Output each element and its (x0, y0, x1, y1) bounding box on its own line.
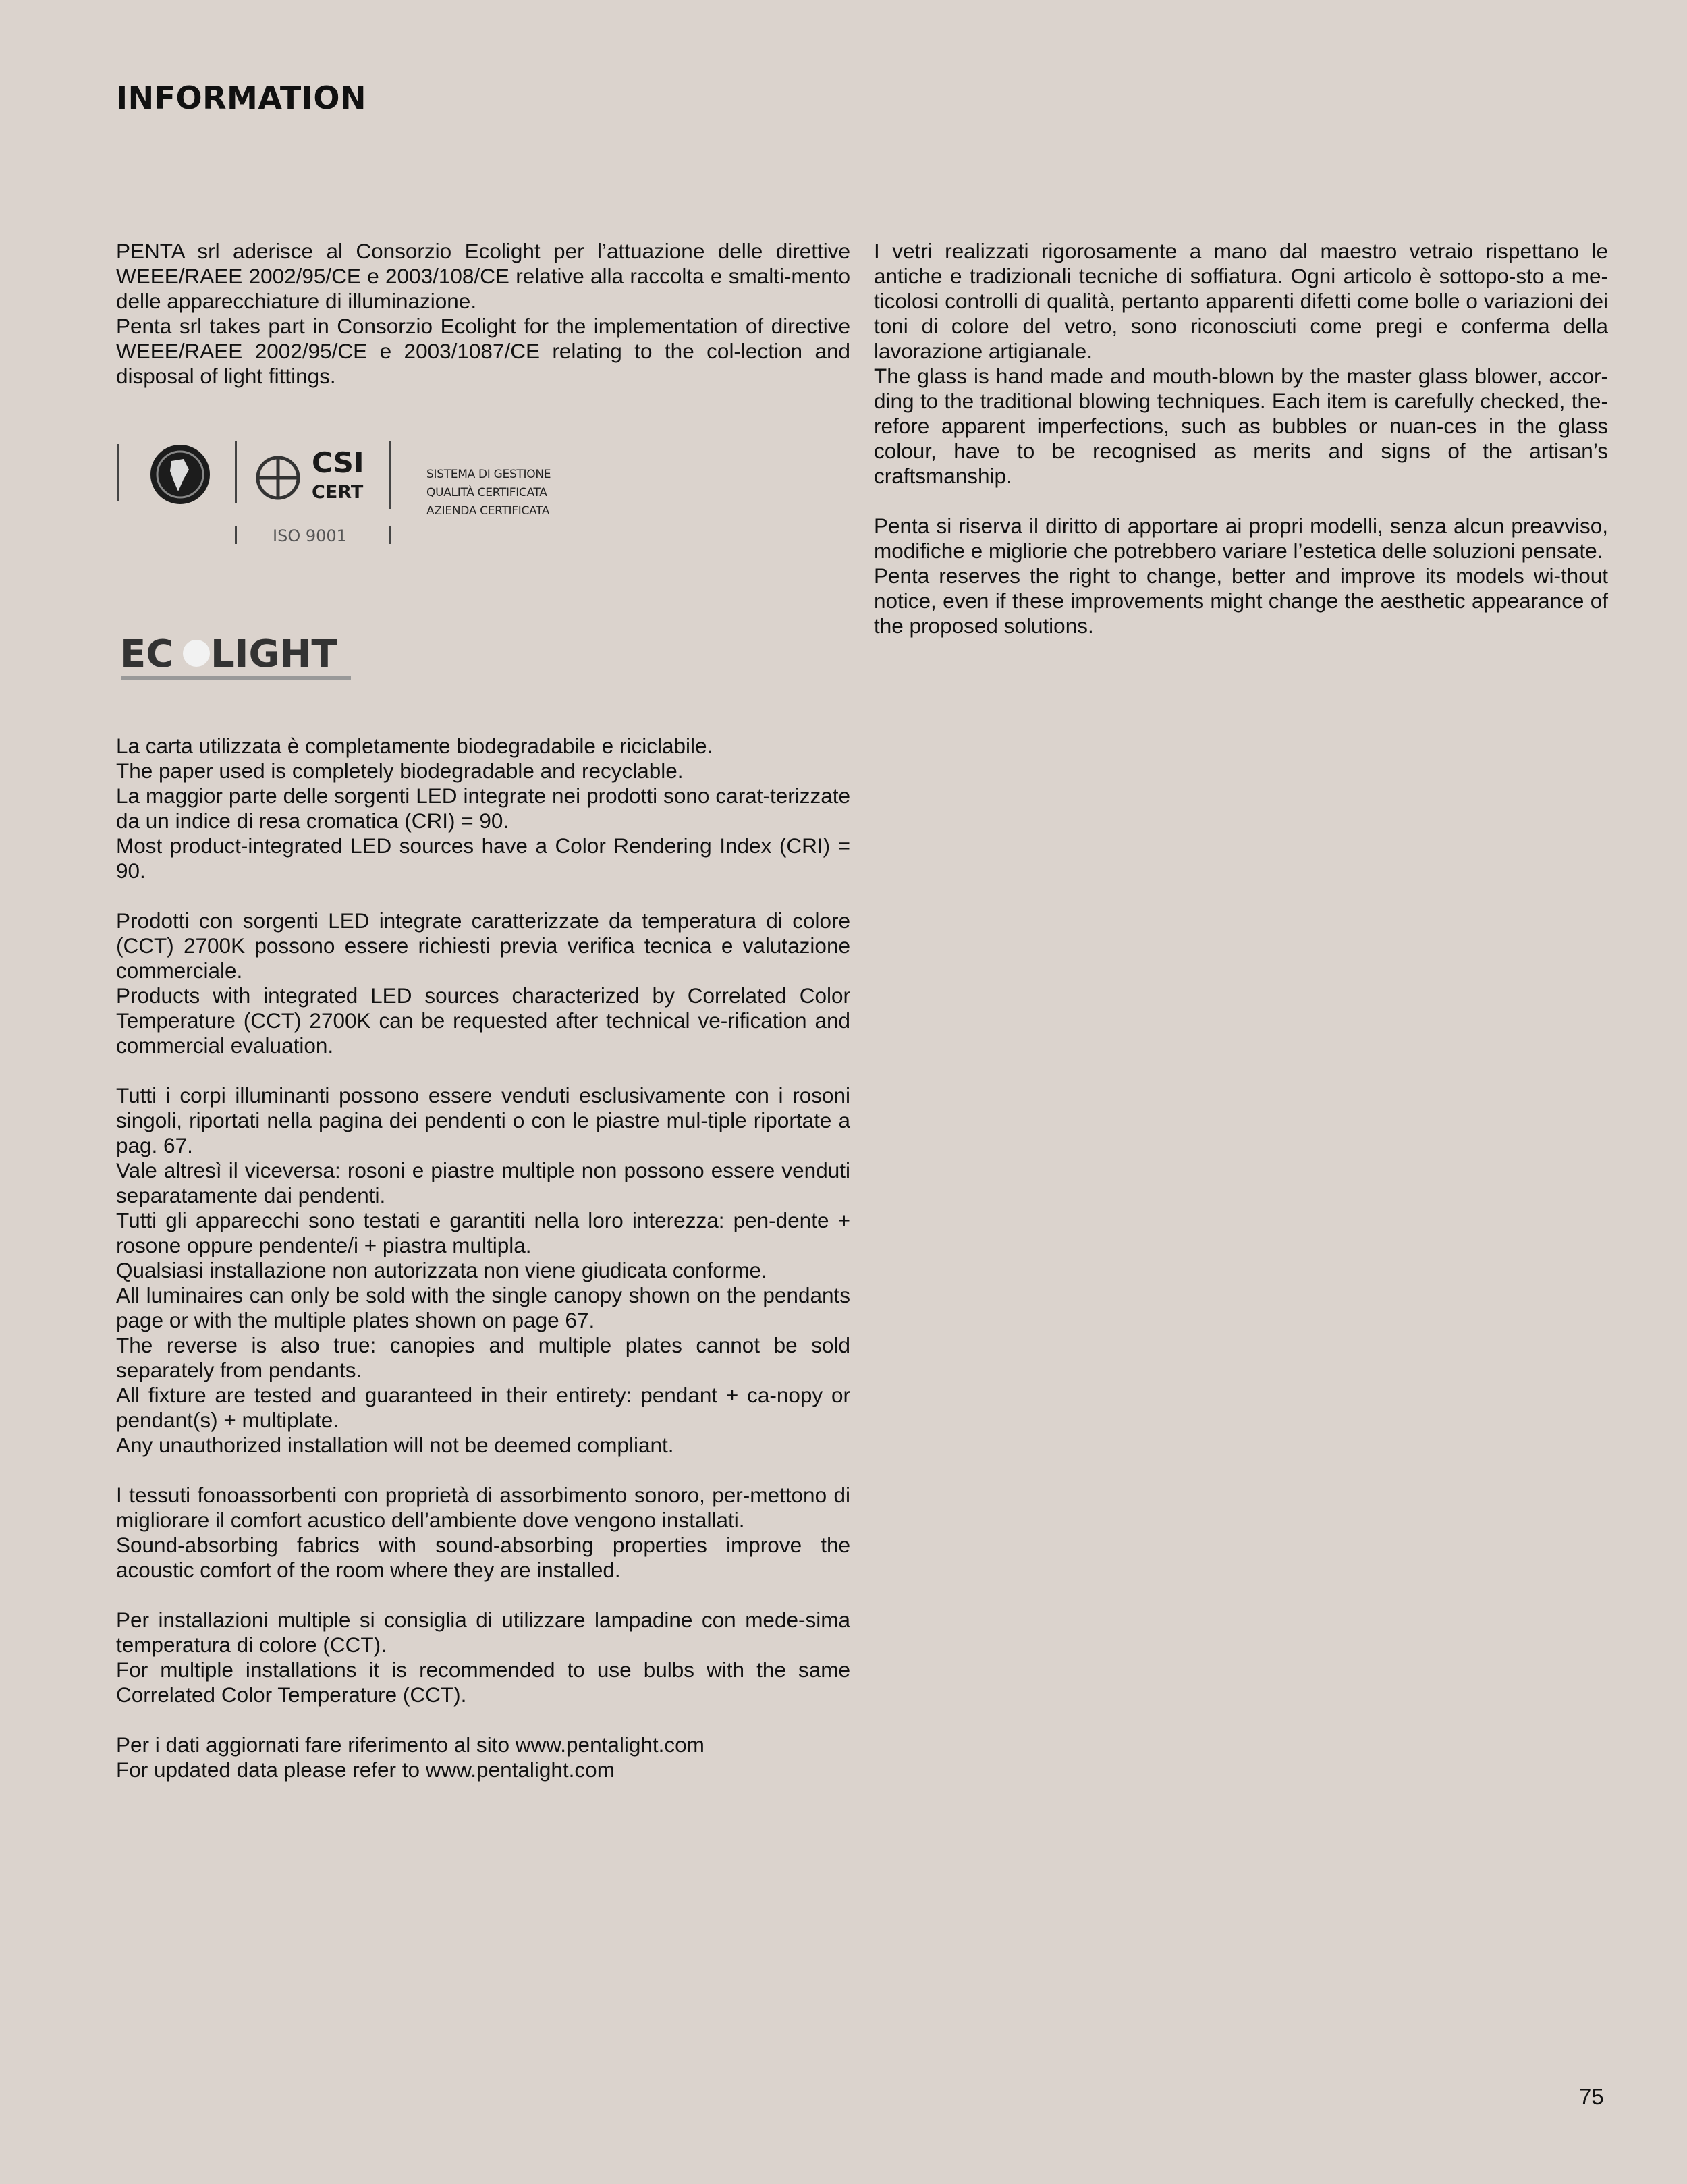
csi-text: CSI (312, 446, 364, 479)
paragraph: I tessuti fonoassorbenti con proprietà di assorbimento sonoro, per-mettono di migliorare il comfort acustico dell’ambiente dove vengono installati. (116, 1483, 850, 1532)
paragraph: Sound-absorbing fabrics with sound-absorbing properties improve the acoustic comfort of the room where they are installed. (116, 1533, 850, 1582)
paragraph: For multiple installations it is recommended to use bulbs with the same Correlated Color Temperature (CCT). (116, 1658, 850, 1707)
certification-caption (426, 466, 551, 520)
paragraph: Per i dati aggiornati fare riferimento al sito www.pentalight.com (116, 1732, 704, 1757)
paragraph: Prodotti con sorgenti LED integrate caratterizzate da temperatura di colore (CCT) 2700K possono essere richiesti previa verifica tecnica e valutazione commerciale. (116, 908, 850, 983)
paragraph: The paper used is completely biodegradable and recyclable. (116, 759, 684, 783)
paragraph: Most product-integrated LED sources have a Color Rendering Index (CRI) = 90. (116, 834, 850, 883)
paragraph: Vale altresì il viceversa: rosoni e piastre multiple non possono essere venduti separatamente dai pendenti. (116, 1158, 850, 1207)
product-information (116, 734, 850, 1782)
paragraph: The glass is hand made and mouth-blown by the master glass blower, accor-ding to the traditional blowing techniques. Each item is carefully checked, the-refore apparent imperfections, such as bubbles or nuan-ces in the glass colour, have to be recognised as merits and signs of the artisan’s craftsmanship. (874, 364, 1608, 488)
paragraph: La carta utilizzata è completamente biodegradabile e riciclabile. (116, 734, 713, 758)
glass-and-rights-notice (874, 239, 1608, 638)
paragraph: I vetri realizzati rigorosamente a mano dal maestro vetraio rispettano le antiche e tradizionali tecniche di soffiatura. Ogni articolo è sottopo-sto a me-ticolosi controlli di qualità, pertanto apparenti difetti come bolle o variazioni dei toni di colore del vetro, sono riconosciuti come pregi e conferma della lavorazione artigianale. (874, 239, 1608, 363)
page-number: 75 (1579, 2084, 1604, 2109)
paragraph: Qualsiasi installazione non autorizzata non viene giudicata conforme. (116, 1258, 767, 1282)
paragraph: Products with integrated LED sources characterized by Correlated Color Temperature (CCT) 2700K can be requested after technical ve-rification and commercial evaluation. (116, 983, 850, 1058)
page-title: INFORMATION (116, 80, 366, 116)
ecolight-notice (116, 239, 850, 389)
paragraph: The reverse is also true: canopies and multiple plates cannot be sold separately from pendants. (116, 1333, 850, 1382)
ecolight-o-icon (183, 640, 210, 667)
paragraph: Any unauthorized installation will not be deemed compliant. (116, 1433, 674, 1457)
paragraph: For updated data please refer to www.pentalight.com (116, 1757, 615, 1782)
caption-line: QUALITÀ CERTIFICATA (426, 486, 547, 499)
paragraph: PENTA srl aderisce al Consorzio Ecolight per l’attuazione delle direttive WEEE/RAEE 2002/95/CE e 2003/108/CE relative alla raccolta e smalti-mento delle apparecchiature di illuminazione. (116, 239, 850, 313)
certification-logos (116, 437, 551, 552)
caption-line: SISTEMA DI GESTIONE (426, 468, 551, 481)
ecolight-logo-text-left: EC (120, 632, 174, 676)
paragraph: Tutti gli apparecchi sono testati e garantiti nella loro interezza: pen-dente + rosone oppure pendente/i + piastra multipla. (116, 1208, 850, 1257)
iso-certification-icon (116, 437, 426, 552)
paragraph: All luminaires can only be sold with the single canopy shown on the pendants page or with the multiple plates shown on page 67. (116, 1283, 850, 1332)
iso-text: ISO 9001 (273, 526, 347, 545)
cert-text: CERT (312, 482, 364, 503)
paragraph: All fixture are tested and guaranteed in their entirety: pendant + ca-nopy or pendant(s) + multiplate. (116, 1383, 850, 1432)
ecolight-logo (120, 632, 363, 686)
ecolight-logo-text-right: LIGHT (211, 632, 337, 676)
paragraph: La maggior parte delle sorgenti LED integrate nei prodotti sono carat-terizzate da un indice di resa cromatica (CRI) = 90. (116, 784, 850, 833)
paragraph: Penta srl takes part in Consorzio Ecolight for the implementation of directive WEEE/RAEE 2002/95/CE e 2003/1087/CE relating to the col-lection and disposal of light fittings. (116, 314, 850, 388)
caption-line: AZIENDA CERTIFICATA (426, 504, 550, 518)
paragraph: Penta si riserva il diritto di apportare ai propri modelli, senza alcun preavviso, modifiche e migliorie che potrebbero variare l’estetica delle soluzioni pensate. (874, 514, 1608, 563)
paragraph: Per installazioni multiple si consiglia di utilizzare lampadine con mede-sima temperatura di colore (CCT). (116, 1608, 850, 1657)
paragraph: Penta reserves the right to change, better and improve its models wi-thout notice, even if these improvements might change the aesthetic appearance of the proposed solutions. (874, 564, 1608, 638)
paragraph: Tutti i corpi illuminanti possono essere venduti esclusivamente con i rosoni singoli, riportati nella pagina dei pendenti o con le piastre mul-tiple riportate a pag. 67. (116, 1083, 850, 1157)
